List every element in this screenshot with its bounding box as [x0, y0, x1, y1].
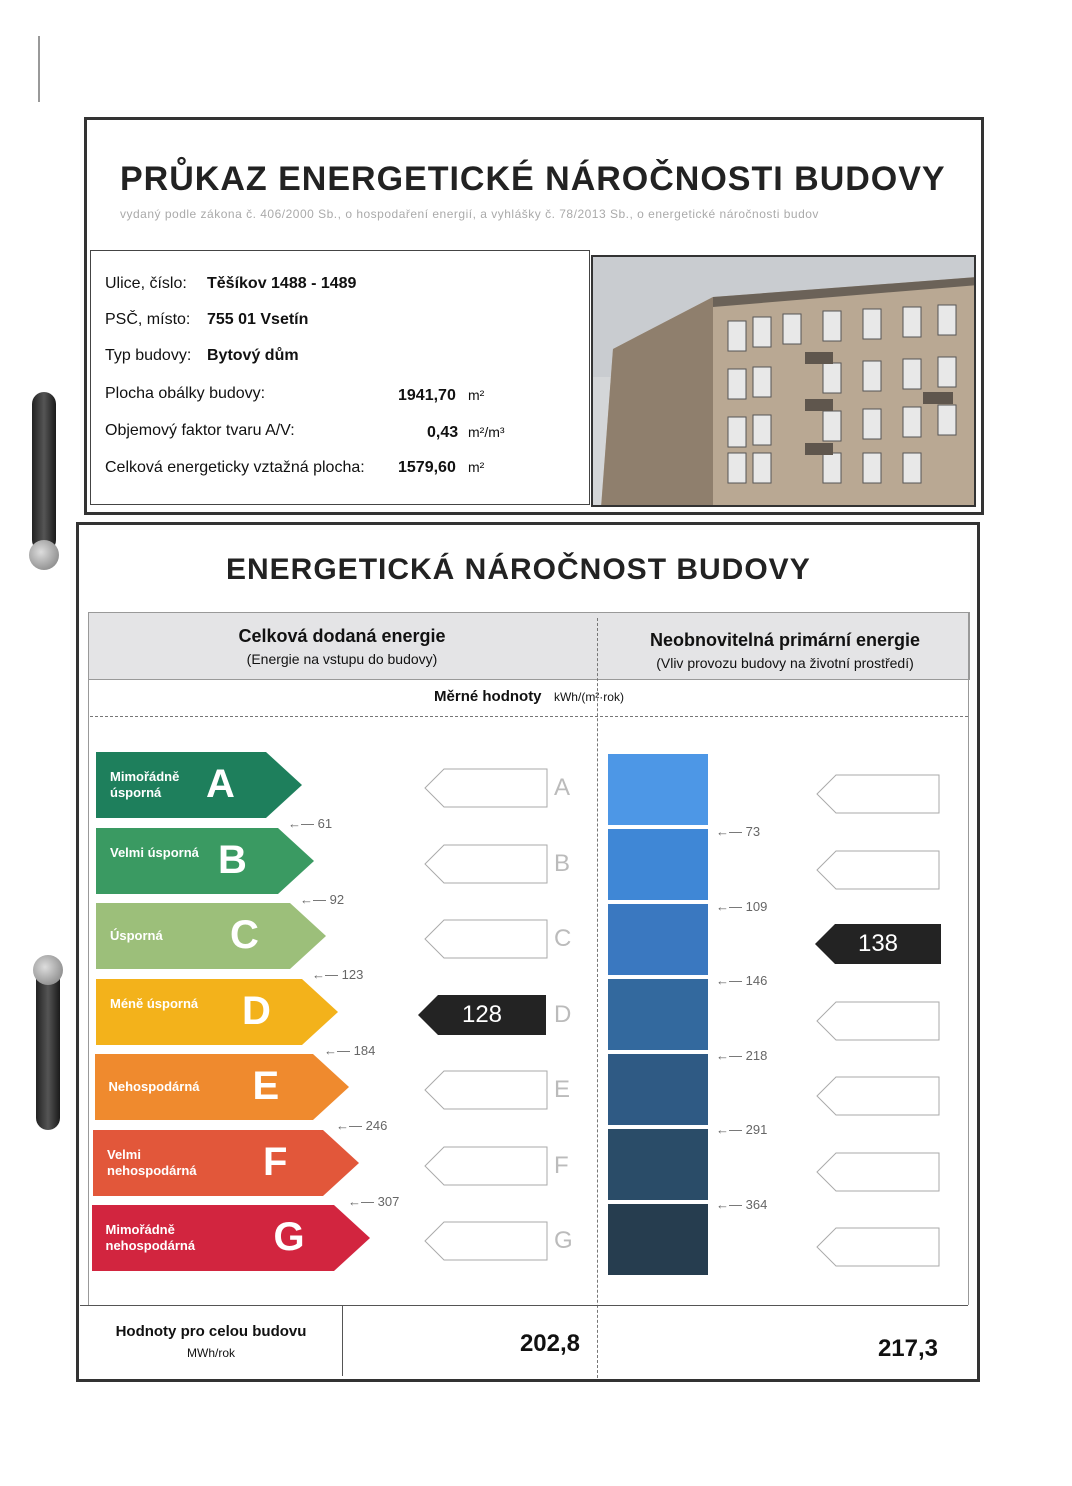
class-a-letter: A: [206, 762, 235, 806]
street-label: Ulice, číslo:: [105, 275, 187, 292]
left-column-subheading: (Energie na vstupu do budovy): [246, 651, 438, 667]
primary-energy-value: 138: [857, 930, 899, 957]
right-threshold-218: ←— 218: [716, 1047, 768, 1063]
primary-scale-segment-b: [608, 829, 708, 900]
left-slot-c: [424, 919, 548, 959]
right-slot-a: [816, 774, 940, 814]
delivered-energy-total: 202,8: [519, 1330, 580, 1357]
left-slot-f-letter: F: [554, 1151, 569, 1179]
building-photo: [591, 255, 976, 507]
class-d-label: Méně úsporná: [110, 995, 199, 1011]
left-threshold-246: ←— 246: [336, 1118, 388, 1133]
class-g-band: [92, 1205, 370, 1271]
class-c-label: Úsporná: [110, 928, 163, 943]
document-subtitle: vydaný podle zákona č. 406/2000 Sb., o hospodaření energií, a vyhlášky č. 78/2013 Sb., o energetické náročnosti budov: [120, 207, 819, 221]
column-divider: [597, 618, 598, 1378]
street-value: Těšíkov 1488 - 1489: [207, 275, 357, 292]
left-slot-g-letter: G: [554, 1227, 573, 1254]
left-slot-a: [424, 768, 548, 808]
primary-scale-segment-a: [608, 754, 708, 825]
totals-label: Hodnoty pro celou budovu: [115, 1323, 307, 1340]
type-label: Typ budovy:: [105, 347, 192, 364]
class-a-band: [96, 752, 302, 818]
left-slot-g: [424, 1221, 548, 1261]
class-f-letter: F: [263, 1139, 288, 1184]
class-c-band: [96, 903, 326, 969]
class-b-label: Velmi úsporná: [110, 844, 199, 860]
primary-energy-total: 217,3: [877, 1335, 938, 1362]
envelope-value: 1941,70: [398, 387, 456, 404]
right-threshold-109: ←— 109: [716, 898, 768, 914]
class-b-letter: B: [218, 837, 247, 882]
area-label: Celková energeticky vztažná plocha:: [105, 459, 365, 476]
class-e-label: Nehospodárná: [108, 1079, 200, 1094]
right-slot-d: [816, 1001, 940, 1041]
left-slot-f: [424, 1146, 548, 1186]
type-value: Bytový dům: [207, 347, 299, 364]
class-d-band: [96, 979, 338, 1045]
right-column-heading: Neobnovitelná primární energie: [649, 630, 921, 650]
city-value: 755 01 Vsetín: [207, 311, 309, 328]
left-threshold-61: ←— 61: [288, 816, 333, 831]
left-threshold-307: ←— 307: [348, 1193, 400, 1209]
left-slot-e-letter: E: [554, 1076, 571, 1103]
right-slot-f: [816, 1152, 940, 1192]
right-threshold-146: ←— 146: [716, 973, 768, 988]
binder-clip-bottom-knob: [33, 955, 63, 985]
binder-clip-bottom: [36, 965, 60, 1130]
class-d-letter: D: [242, 988, 271, 1033]
primary-scale-segment-g: [608, 1204, 708, 1275]
class-a-label: Mimořádně úsporná: [110, 769, 180, 800]
primary-scale-segment-c: [608, 904, 708, 975]
right-threshold-364: ←— 364: [716, 1196, 768, 1212]
factor-value: 0,43: [427, 424, 459, 441]
units-value: kWh/(m²·rok): [553, 690, 624, 704]
class-e-band: [95, 1054, 349, 1120]
right-column-subheading: (Vliv provozu budovy na životní prostředí): [656, 655, 914, 671]
class-f-band: [93, 1130, 359, 1196]
left-slot-c-letter: C: [554, 925, 572, 952]
class-f-label: Velmi nehospodárná: [107, 1146, 197, 1178]
envelope-label: Plocha obálky budovy:: [105, 385, 266, 402]
left-column-heading: Celková dodaná energie: [238, 626, 446, 646]
totals-unit: MWh/rok: [187, 1346, 235, 1360]
class-b-band: [96, 828, 314, 894]
class-c-letter: C: [230, 913, 259, 957]
right-slot-e: [816, 1076, 940, 1116]
units-row: [88, 688, 970, 706]
envelope-unit: m²: [468, 387, 485, 403]
right-slot-g: [816, 1227, 940, 1267]
left-threshold-92: ←— 92: [300, 891, 345, 907]
delivered-energy-value: 128: [461, 1001, 503, 1028]
right-threshold-291: ←— 291: [716, 1122, 768, 1137]
left-frame-line: [88, 612, 89, 1305]
document-title: PRŮKAZ ENERGETICKÉ NÁROČNOSTI BUDOVY: [120, 160, 946, 198]
primary-energy-marker: [815, 924, 941, 964]
staple-mark: [38, 36, 44, 102]
right-slot-b: [816, 850, 940, 890]
left-slot-b: [424, 844, 548, 884]
units-divider: [90, 716, 968, 717]
left-threshold-184: ←— 184: [324, 1042, 376, 1058]
primary-scale-segment-d: [608, 979, 708, 1050]
left-slot-a-letter: A: [554, 774, 571, 801]
class-g-letter: G: [273, 1215, 305, 1259]
left-threshold-123: ←— 123: [312, 967, 364, 982]
left-slot-e: [424, 1070, 548, 1110]
class-g-label: Mimořádně nehospodárná: [105, 1222, 196, 1253]
binder-clip-top-knob: [29, 540, 59, 570]
class-e-letter: E: [252, 1064, 280, 1108]
factor-unit: m²/m³: [468, 424, 505, 440]
primary-scale-segment-f: [608, 1129, 708, 1200]
rating-title: ENERGETICKÁ NÁROČNOST BUDOVY: [226, 553, 811, 586]
factor-label: Objemový faktor tvaru A/V:: [105, 422, 295, 439]
primary-scale-segment-e: [608, 1054, 708, 1125]
area-unit: m²: [468, 459, 485, 475]
right-frame-line: [968, 612, 969, 1305]
totals-label-cell: [80, 1306, 343, 1376]
right-threshold-73: ←— 73: [716, 824, 761, 839]
delivered-energy-marker: [418, 995, 546, 1035]
units-label: Měrné hodnoty: [434, 688, 542, 705]
left-slot-b-letter: B: [554, 849, 571, 877]
left-slot-d-letter: D: [554, 1000, 572, 1028]
city-label: PSČ, místo:: [105, 311, 191, 328]
binder-clip-top: [32, 392, 56, 552]
area-value: 1579,60: [398, 459, 456, 476]
